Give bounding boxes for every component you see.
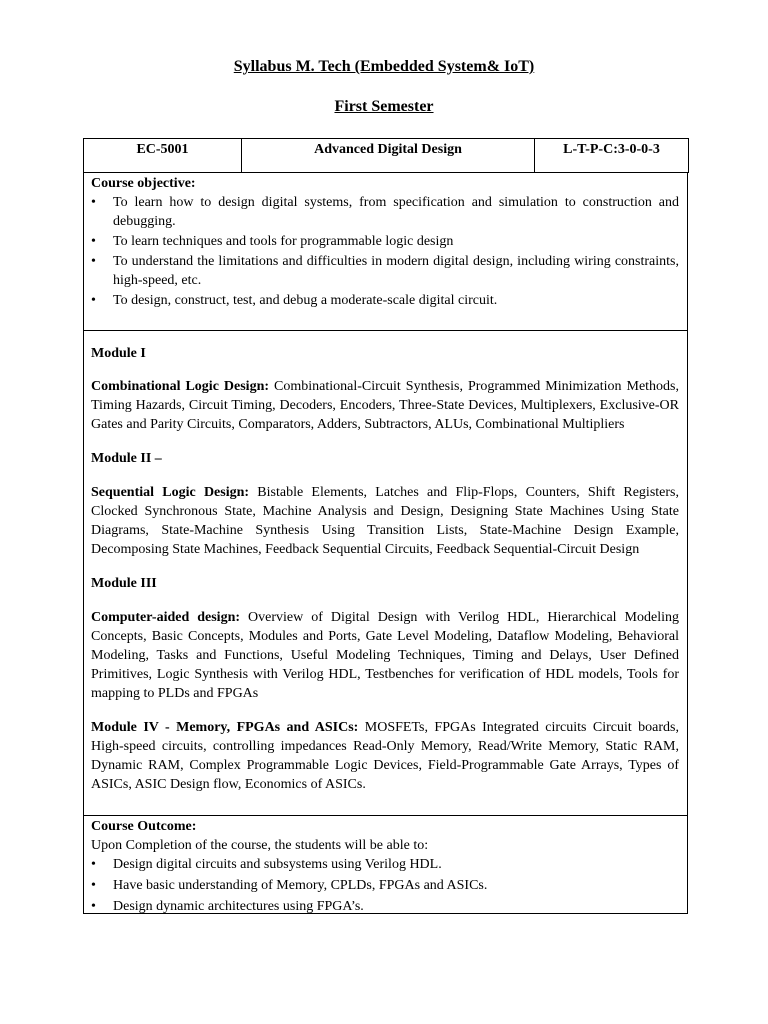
outcome-intro: Upon Completion of the course, the students will be able to: bbox=[91, 838, 429, 853]
module-4-content bbox=[91, 718, 679, 794]
outcome-list bbox=[91, 855, 679, 916]
syllabus-title: Syllabus M. Tech (Embedded System& IoT) bbox=[233, 58, 535, 75]
outcome-heading: Course Outcome: bbox=[91, 819, 197, 834]
course-code-cell bbox=[84, 139, 242, 173]
course-code: EC-5001 bbox=[136, 142, 189, 157]
outcome-item: • Have basic understanding of Memory, CPLDs, FPGAs and ASICs. bbox=[91, 876, 679, 895]
module-3-text: Overview of Digital Design with Verilog HDL, Hierarchical Modeling Concepts, Basic Concepts, Modules and Ports, Gate Level Modeling, Dataflow Modeling, Behavioral Modeling, Tasks and Functions, Useful Modeling Techniques, Timing and Delays, User Defined Primitives, Logic Synthesis with Verilog HDL, Testbenches for verification of HDL models, Tools for mapping to PLDs and FPGAs bbox=[91, 610, 679, 701]
course-header-row bbox=[84, 139, 689, 173]
module-1-text: Combinational-Circuit Synthesis, Programmed Minimization Methods, Timing Hazards, Circuit Timing, Decoders, Encoders, Three-State Devices, Multiplexers, Exclusive-OR Gates and Parity Circuits, Comparators, Adders, Subtractors, ALUs, Combinational Multipliers bbox=[91, 379, 680, 432]
module-2-content bbox=[91, 483, 679, 559]
modules-section bbox=[83, 330, 688, 816]
module-2-heading: Module II – bbox=[91, 451, 162, 466]
course-ltpc: L-T-P-C:3-0-0-3 bbox=[563, 142, 660, 157]
objective-item: • To learn how to design digital systems, from specification and simulation to construction and debugging. bbox=[91, 193, 679, 231]
course-objective-section bbox=[83, 172, 688, 331]
outcome-item: • Design dynamic architectures using FPGA’s. bbox=[91, 897, 679, 916]
outcome-item: • Design digital circuits and subsystems using Verilog HDL. bbox=[91, 855, 679, 874]
module-4-text: MOSFETs, FPGAs Integrated circuits Circuit boards, High-speed circuits, controlling impedances Read-Only Memory, Read/Write Memory, Static RAM, Dynamic RAM, Complex Programmable Logic Devices, Field-Programmable Gate Arrays, Types of ASICs, ASIC Design flow, Economics of ASICs. bbox=[91, 720, 680, 792]
course-outcome-section bbox=[83, 815, 688, 914]
objective-item: • To design, construct, test, and debug a moderate-scale digital circuit. bbox=[91, 291, 679, 310]
module-1-heading: Module I bbox=[91, 346, 146, 361]
objective-item: • To understand the limitations and difficulties in modern digital design, including wiring constraints, high-speed, etc. bbox=[91, 252, 679, 290]
module-3-topic: Computer-aided design: bbox=[91, 610, 241, 625]
objective-heading: Course objective: bbox=[91, 176, 196, 191]
module-3-content bbox=[91, 608, 679, 703]
course-name-cell bbox=[242, 139, 535, 173]
semester-title: First Semester bbox=[334, 98, 434, 115]
module-4-topic: Module IV - Memory, FPGAs and ASICs: bbox=[91, 720, 359, 735]
course-ltpc-cell bbox=[535, 139, 689, 173]
course-header-table bbox=[83, 138, 689, 173]
module-1-topic: Combinational Logic Design: bbox=[91, 379, 270, 394]
module-2-text: Bistable Elements, Latches and Flip-Flops, Counters, Shift Registers, Clocked Synchronous State, Machine Analysis and Design, Designing State Machines Using State Diagrams, State-Machine Synthesis Using Transition Lists, State-Machine Design Example, Decomposing State Machines, Feedback Sequential Circuits, Feedback Sequential-Circuit Design bbox=[91, 485, 679, 557]
objective-list bbox=[91, 193, 679, 310]
module-3-heading: Module III bbox=[91, 576, 157, 591]
course-name: Advanced Digital Design bbox=[314, 142, 462, 157]
objective-item: • To learn techniques and tools for programmable logic design bbox=[91, 232, 679, 251]
module-2-topic: Sequential Logic Design: bbox=[91, 485, 250, 500]
module-1-content bbox=[91, 377, 679, 434]
